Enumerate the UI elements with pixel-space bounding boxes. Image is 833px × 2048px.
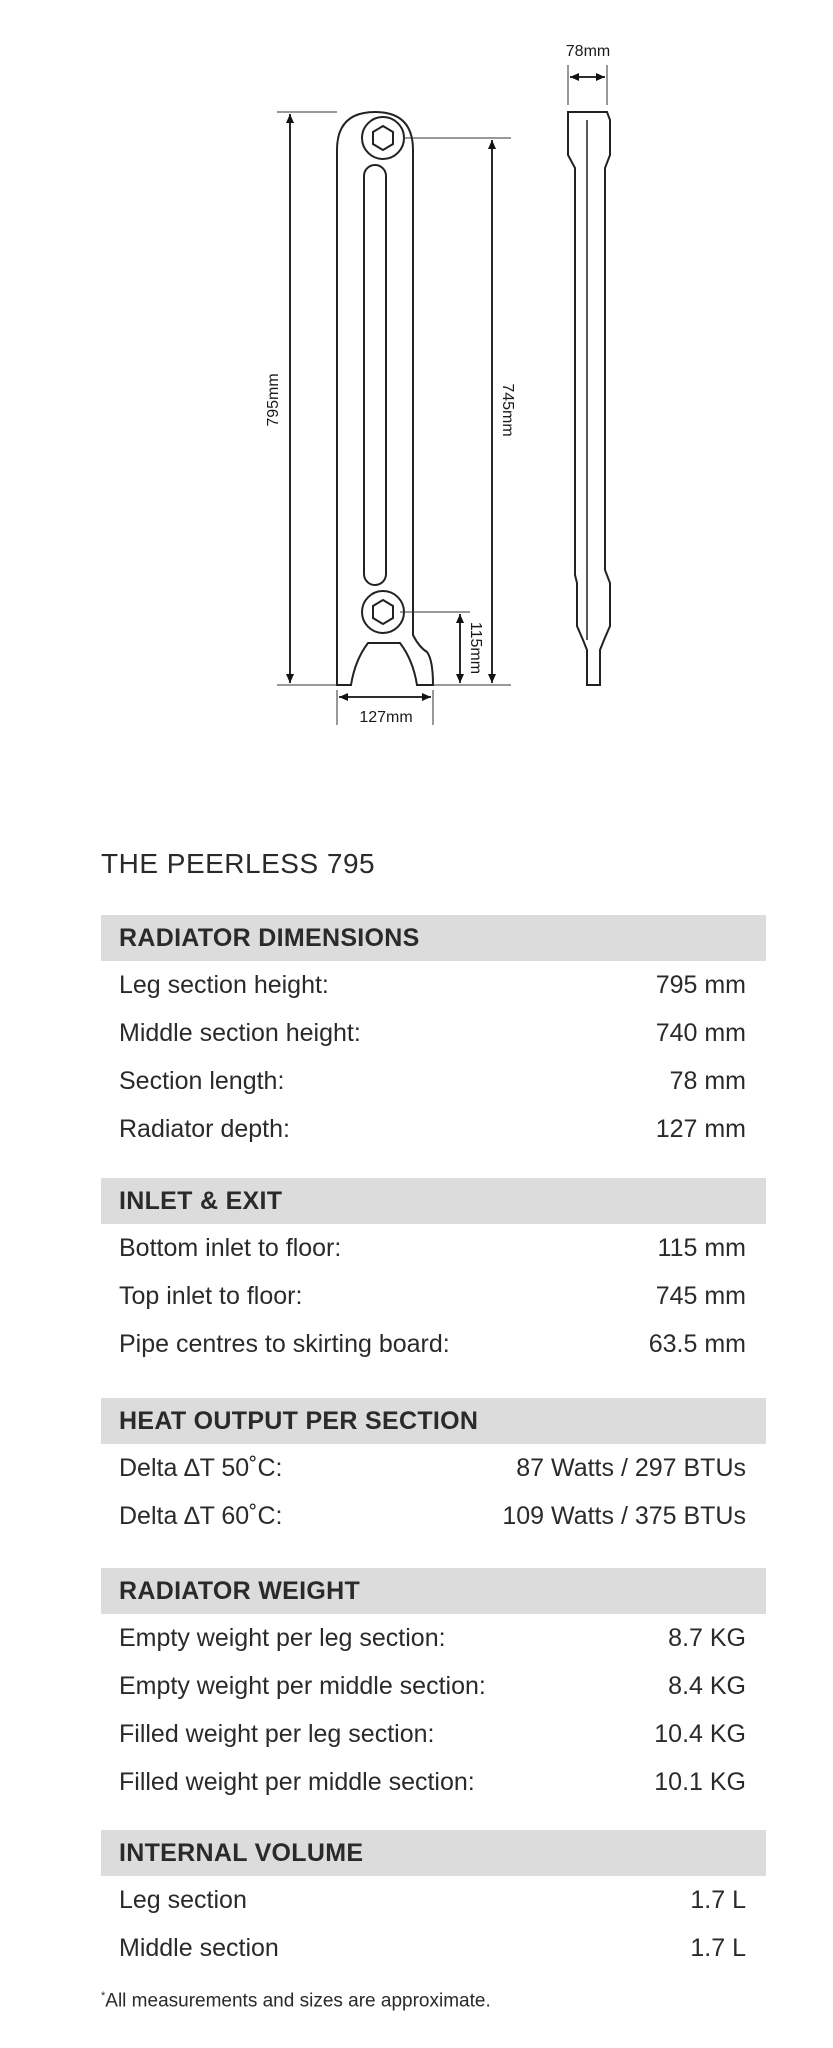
spec-label: Leg section height: [119,970,329,999]
product-title: THE PEERLESS 795 [101,848,376,879]
depth-label: 127mm [359,709,413,726]
spec-label: Empty weight per leg section: [119,1623,446,1652]
spec-row [101,1662,766,1710]
spec-label: Filled weight per leg section: [119,1719,435,1748]
spec-value: 1.7 L [690,1933,746,1962]
spec-label: Middle section height: [119,1018,361,1047]
spec-value: 745 mm [655,1281,746,1310]
spec-label: Filled weight per middle section: [119,1767,475,1796]
section-header: RADIATOR WEIGHT [101,1568,766,1614]
spec-value: 78 mm [669,1066,746,1095]
heat-output-section [101,1398,766,1540]
inlet-exit-section [101,1178,766,1368]
spec-label: Pipe centres to skirting board: [119,1329,450,1358]
spec-value: 109 Watts / 375 BTUs [502,1501,746,1530]
radiator-weight-section [101,1568,766,1806]
footnote-text: All measurements and sizes are approximate. [105,1990,491,2012]
spec-value: 87 Watts / 297 BTUs [516,1453,746,1482]
spec-row [101,1758,766,1806]
spec-row [101,1444,766,1492]
spec-row [101,1057,766,1105]
spec-row [101,1614,766,1662]
spec-label: Radiator depth: [119,1114,290,1143]
spec-row [101,1009,766,1057]
spec-value: 63.5 mm [648,1329,746,1358]
spec-label: Top inlet to floor: [119,1281,303,1310]
spec-label: Bottom inlet to floor: [119,1233,342,1262]
spec-value: 8.4 KG [668,1671,746,1700]
spec-value: 1.7 L [690,1885,746,1914]
inlet-label: 115mm [467,621,484,675]
section-header: RADIATOR DIMENSIONS [101,915,766,961]
section-header: INLET & EXIT [101,1178,766,1224]
section-header: HEAT OUTPUT PER SECTION [101,1398,766,1444]
footnote-marker: * [101,1990,106,2002]
spec-row [101,1924,766,1972]
spec-label: Section length: [119,1066,285,1095]
radiator-dimensions-section [101,915,766,1153]
spec-row [101,1320,766,1368]
spec-row [101,1710,766,1758]
radiator-side-view [568,112,610,685]
spec-label: Delta ∆T 50˚C: [119,1453,283,1482]
spec-value: 795 mm [655,970,746,999]
spec-value: 115 mm [657,1233,746,1262]
height-label: 795mm [265,373,282,427]
spec-value: 8.7 KG [668,1623,746,1652]
spec-value: 10.1 KG [654,1767,746,1796]
spec-row [101,1224,766,1272]
spec-row [101,1876,766,1924]
internal-volume-section [101,1830,766,1972]
spec-label: Delta ∆T 60˚C: [119,1501,283,1530]
spec-value: 127 mm [655,1114,746,1143]
spec-label: Leg section [119,1885,247,1914]
spec-value: 740 mm [655,1018,746,1047]
width-label: 78mm [565,43,611,60]
radiator-diagram [0,0,833,760]
spec-value: 10.4 KG [654,1719,746,1748]
footnote [101,1990,491,2012]
section-header: INTERNAL VOLUME [101,1830,766,1876]
spec-row [101,1272,766,1320]
spec-label: Empty weight per middle section: [119,1671,486,1700]
spec-row [101,1492,766,1540]
spec-label: Middle section [119,1933,279,1962]
centres-label: 745mm [499,383,516,437]
spec-row [101,961,766,1009]
radiator-front-view [337,112,433,685]
spec-row [101,1105,766,1153]
